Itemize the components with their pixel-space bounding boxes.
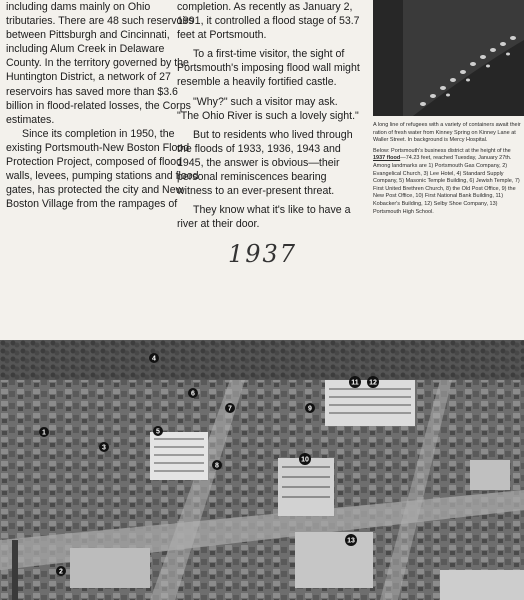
- caption-top: A long line of refugees with a variety of containers await their ration of fresh water from Kinney Spring on Kinney Lane at Waller Street. In background is Mercy Hospital.: [373, 122, 521, 144]
- caption-below-rest: —74.23 feet, reached Tuesday, January 27th. Among landmarks are 1) Portsmouth Gas Company, 2) Evangelical Church, 3) Lee Hotel, 4) Standard Supply Company, 5) Masonic Temple Building, 6) Jewish Temple, 7) First United Brethren Church, 8) the Old Post Office, 9) the New Post Office, 10) First National Bank Building, 11) Kobacker's Building, 12) Selby Shoe Company, 13) Portsmouth High School.: [373, 155, 520, 215]
- column2-paragraph-4: But to residents who lived through the floods of 1933, 1936, 1943 and 1945, the answer is obvious—their personal reminiscences bearing witness to an ever-present threat.: [177, 128, 353, 198]
- column2-paragraph-3: "Why?" such a visitor may ask. "The Ohio River is such a lovely sight.": [177, 95, 359, 122]
- marker-7-label: 7: [228, 405, 232, 413]
- handwritten-year: 1937: [228, 240, 298, 268]
- column1-paragraph-2: Since its completion in 1950, the existing Portsmouth-New Boston Flood Protection Project, composed of flood walls, levees, pumping stations and flood gates, has protected the city and New Boston Village from the rampages of: [6, 127, 199, 211]
- caption-below-highlight: 1937 flood: [373, 155, 401, 162]
- column2-paragraph-5: They know what it's like to have a river at their door.: [177, 204, 351, 231]
- caption-below-intro: Below: Portsmouth's business district at the height of the: [373, 147, 511, 154]
- refugees-photo: [373, 0, 524, 116]
- marker-12-label: 12: [369, 379, 377, 387]
- column1-paragraph-1: including dams mainly on Ohio tributaries. There are 48 such reservoirs between Pittsburgh and Cincinnati, including Alum Creek in Delaware County. In the territory governed by the Huntington District, a network of 27 reservoirs has saved more than $3.6 billion in flood-related losses, the Corps estimates.: [6, 1, 194, 126]
- marker-5-label: 5: [156, 428, 160, 436]
- marker-2-label: 2: [59, 568, 63, 576]
- refugees-photo-graphic: [373, 0, 524, 116]
- column2-paragraph-1: completion. As recently as January 2, 1991, it controlled a flood stage of 53.7 feet at Portsmouth.: [177, 1, 360, 42]
- marker-10-label: 10: [301, 456, 309, 464]
- marker-8-label: 8: [215, 462, 219, 470]
- aerial-flood-photo-graphic: [0, 340, 524, 600]
- text-column-2: [177, 0, 362, 231]
- marker-9-label: 9: [308, 405, 312, 413]
- marker-6-label: 6: [191, 390, 195, 398]
- photo-caption: [373, 122, 524, 219]
- marker-13-label: 13: [347, 537, 355, 545]
- marker-3-label: 3: [102, 444, 106, 452]
- marker-11-label: 11: [351, 379, 359, 387]
- caption-below: [373, 148, 524, 216]
- marker-1-label: 1: [42, 429, 46, 437]
- aerial-flood-photo: [0, 340, 524, 600]
- text-column-1: [6, 0, 200, 211]
- column2-paragraph-2: To a first-time visitor, the sight of Portsmouth's imposing flood wall might resemble a heavily fortified castle.: [177, 48, 360, 89]
- marker-4-label: 4: [152, 355, 156, 363]
